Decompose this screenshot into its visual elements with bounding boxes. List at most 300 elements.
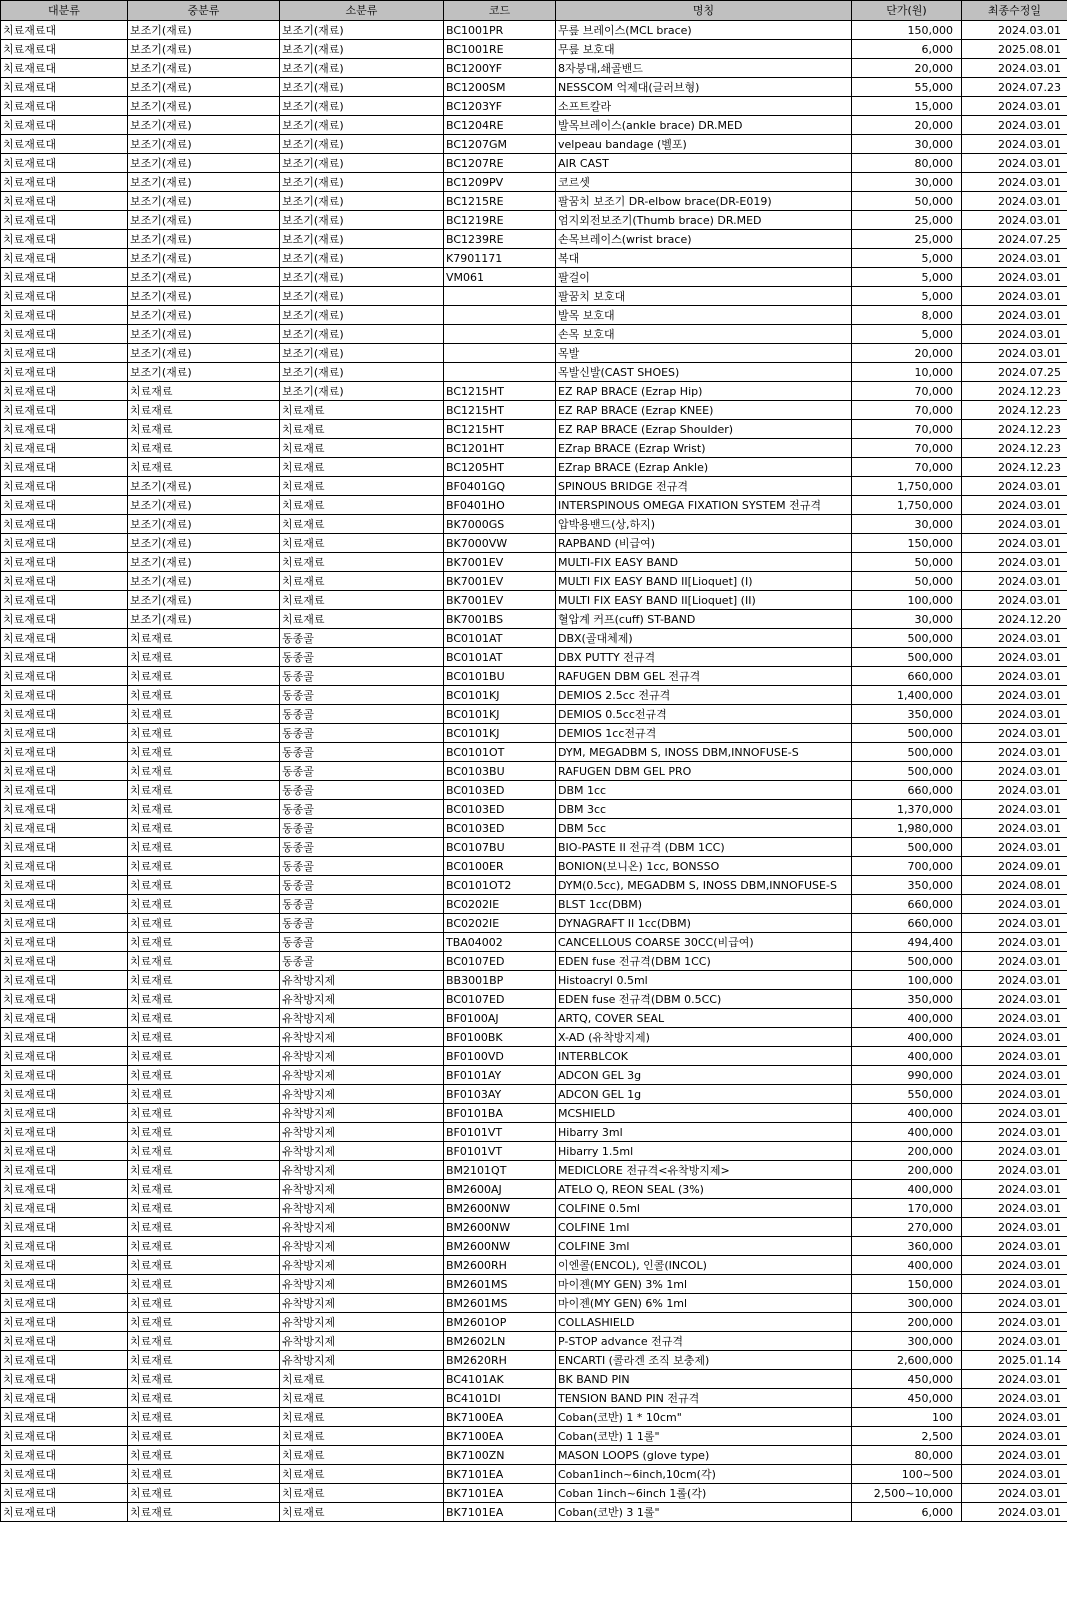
cell-code: BK7001EV: [444, 553, 556, 572]
cell-last-modified: 2024.03.01: [962, 59, 1067, 78]
cell-name: EZ RAP BRACE (Ezrap KNEE): [556, 401, 852, 420]
cell-last-modified: 2024.03.01: [962, 819, 1067, 838]
cell-minor-category: 유착방지제: [280, 1161, 444, 1180]
cell-code: BK7100EA: [444, 1408, 556, 1427]
cell-last-modified: 2024.07.25: [962, 230, 1067, 249]
table-row: [1, 895, 1067, 914]
table-row: [1, 1161, 1067, 1180]
cell-last-modified: 2024.03.01: [962, 781, 1067, 800]
cell-middle-category: 치료재료: [128, 1351, 280, 1370]
cell-middle-category: 치료재료: [128, 1047, 280, 1066]
header-name: 명칭: [556, 1, 852, 21]
cell-name: EDEN fuse 전규격(DBM 1CC): [556, 952, 852, 971]
cell-major-category: 치료재료대: [1, 724, 128, 743]
cell-code: BC0107ED: [444, 990, 556, 1009]
cell-minor-category: 치료재료: [280, 1408, 444, 1427]
table-row: [1, 914, 1067, 933]
cell-last-modified: 2024.03.01: [962, 173, 1067, 192]
table-row: [1, 971, 1067, 990]
cell-middle-category: 치료재료: [128, 1313, 280, 1332]
cell-last-modified: 2024.03.01: [962, 1009, 1067, 1028]
cell-last-modified: 2024.03.01: [962, 192, 1067, 211]
cell-minor-category: 동종골: [280, 743, 444, 762]
cell-unit-price: 400,000: [852, 1009, 962, 1028]
cell-major-category: 치료재료대: [1, 1465, 128, 1484]
cell-name: 손목 보호대: [556, 325, 852, 344]
cell-minor-category: 동종골: [280, 838, 444, 857]
table-row: [1, 933, 1067, 952]
cell-last-modified: 2024.03.01: [962, 1142, 1067, 1161]
cell-last-modified: 2024.03.01: [962, 534, 1067, 553]
table-row: [1, 230, 1067, 249]
cell-name: EZ RAP BRACE (Ezrap Shoulder): [556, 420, 852, 439]
cell-major-category: 치료재료대: [1, 344, 128, 363]
cell-unit-price: 20,000: [852, 344, 962, 363]
cell-minor-category: 보조기(재료): [280, 306, 444, 325]
cell-major-category: 치료재료대: [1, 781, 128, 800]
cell-minor-category: 치료재료: [280, 496, 444, 515]
cell-unit-price: 700,000: [852, 857, 962, 876]
cell-major-category: 치료재료대: [1, 439, 128, 458]
cell-middle-category: 보조기(재료): [128, 97, 280, 116]
cell-code: BC0101AT: [444, 629, 556, 648]
cell-unit-price: 30,000: [852, 173, 962, 192]
table-row: [1, 667, 1067, 686]
cell-last-modified: 2024.03.01: [962, 1028, 1067, 1047]
cell-code: BF0101VT: [444, 1123, 556, 1142]
table-row: [1, 1085, 1067, 1104]
cell-code: BK7001EV: [444, 572, 556, 591]
table-row: [1, 572, 1067, 591]
cell-name: DEMIOS 1cc전규격: [556, 724, 852, 743]
cell-middle-category: 치료재료: [128, 762, 280, 781]
cell-major-category: 치료재료대: [1, 135, 128, 154]
cell-minor-category: 유착방지제: [280, 971, 444, 990]
cell-name: Hibarry 3ml: [556, 1123, 852, 1142]
cell-minor-category: 유착방지제: [280, 1275, 444, 1294]
cell-name: BLST 1cc(DBM): [556, 895, 852, 914]
table-row: [1, 1294, 1067, 1313]
cell-unit-price: 100: [852, 1408, 962, 1427]
cell-name: ATELO Q, REON SEAL (3%): [556, 1180, 852, 1199]
cell-unit-price: 55,000: [852, 78, 962, 97]
cell-middle-category: 보조기(재료): [128, 268, 280, 287]
cell-code: VM061: [444, 268, 556, 287]
table-row: [1, 249, 1067, 268]
cell-code: BM2600RH: [444, 1256, 556, 1275]
cell-code: BM2101QT: [444, 1161, 556, 1180]
cell-major-category: 치료재료대: [1, 249, 128, 268]
table-row: [1, 439, 1067, 458]
cell-code: BM2602LN: [444, 1332, 556, 1351]
cell-major-category: 치료재료대: [1, 59, 128, 78]
table-row: [1, 78, 1067, 97]
cell-middle-category: 치료재료: [128, 1009, 280, 1028]
cell-name: DBM 3cc: [556, 800, 852, 819]
cell-unit-price: 1,400,000: [852, 686, 962, 705]
cell-unit-price: 2,600,000: [852, 1351, 962, 1370]
cell-code: BF0101AY: [444, 1066, 556, 1085]
cell-major-category: 치료재료대: [1, 325, 128, 344]
header-major-category: 대분류: [1, 1, 128, 21]
cell-middle-category: 치료재료: [128, 1408, 280, 1427]
cell-last-modified: 2024.03.01: [962, 743, 1067, 762]
cell-middle-category: 치료재료: [128, 1237, 280, 1256]
cell-major-category: 치료재료대: [1, 268, 128, 287]
cell-unit-price: 400,000: [852, 1104, 962, 1123]
cell-major-category: 치료재료대: [1, 420, 128, 439]
cell-minor-category: 동종골: [280, 648, 444, 667]
cell-last-modified: 2024.03.01: [962, 135, 1067, 154]
cell-major-category: 치료재료대: [1, 1332, 128, 1351]
cell-name: 손목브레이스(wrist brace): [556, 230, 852, 249]
table-row: [1, 477, 1067, 496]
cell-middle-category: 치료재료: [128, 1066, 280, 1085]
cell-unit-price: 200,000: [852, 1142, 962, 1161]
cell-major-category: 치료재료대: [1, 1427, 128, 1446]
cell-major-category: 치료재료대: [1, 1104, 128, 1123]
cell-middle-category: 보조기(재료): [128, 591, 280, 610]
cell-major-category: 치료재료대: [1, 1256, 128, 1275]
cell-last-modified: 2024.12.20: [962, 610, 1067, 629]
cell-minor-category: 유착방지제: [280, 1123, 444, 1142]
cell-minor-category: 치료재료: [280, 610, 444, 629]
cell-unit-price: 30,000: [852, 610, 962, 629]
cell-minor-category: 유착방지제: [280, 1313, 444, 1332]
table-row: [1, 1180, 1067, 1199]
cell-major-category: 치료재료대: [1, 743, 128, 762]
cell-code: BK7001EV: [444, 591, 556, 610]
table-row: [1, 1218, 1067, 1237]
cell-code: [444, 287, 556, 306]
cell-minor-category: 보조기(재료): [280, 211, 444, 230]
cell-minor-category: 유착방지제: [280, 1218, 444, 1237]
cell-last-modified: 2024.03.01: [962, 1085, 1067, 1104]
cell-name: 마이젠(MY GEN) 6% 1ml: [556, 1294, 852, 1313]
cell-name: DYNAGRAFT II 1cc(DBM): [556, 914, 852, 933]
cell-name: NESSCOM 억제대(글러브형): [556, 78, 852, 97]
table-row: [1, 1123, 1067, 1142]
cell-middle-category: 치료재료: [128, 838, 280, 857]
cell-major-category: 치료재료대: [1, 382, 128, 401]
cell-code: BC0101KJ: [444, 705, 556, 724]
cell-major-category: 치료재료대: [1, 705, 128, 724]
cell-unit-price: 400,000: [852, 1123, 962, 1142]
cell-minor-category: 치료재료: [280, 553, 444, 572]
cell-unit-price: 500,000: [852, 952, 962, 971]
cell-minor-category: 치료재료: [280, 1503, 444, 1522]
cell-minor-category: 보조기(재료): [280, 40, 444, 59]
cell-name: 소프트칼라: [556, 97, 852, 116]
cell-middle-category: 치료재료: [128, 857, 280, 876]
table-row: [1, 838, 1067, 857]
table-row: [1, 1332, 1067, 1351]
cell-middle-category: 치료재료: [128, 1446, 280, 1465]
table-row: [1, 591, 1067, 610]
cell-name: 팔걸이: [556, 268, 852, 287]
table-row: [1, 952, 1067, 971]
cell-name: RAFUGEN DBM GEL 전규격: [556, 667, 852, 686]
cell-name: ARTQ, COVER SEAL: [556, 1009, 852, 1028]
table-row: [1, 819, 1067, 838]
cell-minor-category: 보조기(재료): [280, 78, 444, 97]
cell-last-modified: 2024.03.01: [962, 97, 1067, 116]
cell-code: BF0401HO: [444, 496, 556, 515]
cell-major-category: 치료재료대: [1, 572, 128, 591]
cell-major-category: 치료재료대: [1, 895, 128, 914]
cell-name: RAPBAND (비급여): [556, 534, 852, 553]
cell-middle-category: 보조기(재료): [128, 534, 280, 553]
cell-last-modified: 2024.03.01: [962, 1465, 1067, 1484]
cell-unit-price: 15,000: [852, 97, 962, 116]
table-row: [1, 534, 1067, 553]
cell-major-category: 치료재료대: [1, 21, 128, 40]
cell-minor-category: 보조기(재료): [280, 230, 444, 249]
cell-middle-category: 보조기(재료): [128, 59, 280, 78]
cell-major-category: 치료재료대: [1, 686, 128, 705]
cell-unit-price: 70,000: [852, 439, 962, 458]
cell-unit-price: 6,000: [852, 1503, 962, 1522]
table-row: [1, 629, 1067, 648]
table-row: [1, 135, 1067, 154]
cell-name: ENCARTI (콜라겐 조직 보충제): [556, 1351, 852, 1370]
cell-minor-category: 보조기(재료): [280, 325, 444, 344]
cell-name: 혈압계 커프(cuff) ST-BAND: [556, 610, 852, 629]
cell-major-category: 치료재료대: [1, 192, 128, 211]
table-row: [1, 1047, 1067, 1066]
cell-name: Coban(코반) 1 1롤": [556, 1427, 852, 1446]
cell-minor-category: 치료재료: [280, 420, 444, 439]
cell-code: BF0100BK: [444, 1028, 556, 1047]
header-code: 코드: [444, 1, 556, 21]
cell-middle-category: 치료재료: [128, 781, 280, 800]
cell-minor-category: 동종골: [280, 781, 444, 800]
cell-name: 팔꿈치 보호대: [556, 287, 852, 306]
cell-code: BC1204RE: [444, 116, 556, 135]
cell-middle-category: 보조기(재료): [128, 21, 280, 40]
cell-middle-category: 치료재료: [128, 686, 280, 705]
cell-name: 목발신발(CAST SHOES): [556, 363, 852, 382]
cell-code: BC1239RE: [444, 230, 556, 249]
cell-code: BC4101DI: [444, 1389, 556, 1408]
cell-unit-price: 550,000: [852, 1085, 962, 1104]
cell-unit-price: 150,000: [852, 21, 962, 40]
cell-unit-price: 300,000: [852, 1332, 962, 1351]
cell-last-modified: 2024.03.01: [962, 952, 1067, 971]
cell-last-modified: 2024.03.01: [962, 572, 1067, 591]
cell-code: BC4101AK: [444, 1370, 556, 1389]
cell-middle-category: 치료재료: [128, 1275, 280, 1294]
cell-unit-price: 170,000: [852, 1199, 962, 1218]
cell-major-category: 치료재료대: [1, 819, 128, 838]
cell-minor-category: 치료재료: [280, 591, 444, 610]
cell-last-modified: 2024.03.01: [962, 1503, 1067, 1522]
cell-last-modified: 2024.12.23: [962, 420, 1067, 439]
cell-major-category: 치료재료대: [1, 1408, 128, 1427]
cell-minor-category: 보조기(재료): [280, 97, 444, 116]
cell-code: BK7000GS: [444, 515, 556, 534]
cell-major-category: 치료재료대: [1, 1389, 128, 1408]
table-row: [1, 724, 1067, 743]
cell-major-category: 치료재료대: [1, 933, 128, 952]
cell-middle-category: 보조기(재료): [128, 135, 280, 154]
cell-code: BC0103BU: [444, 762, 556, 781]
cell-last-modified: 2025.08.01: [962, 40, 1067, 59]
cell-middle-category: 치료재료: [128, 1503, 280, 1522]
cell-major-category: 치료재료대: [1, 1085, 128, 1104]
cell-major-category: 치료재료대: [1, 591, 128, 610]
table-row: [1, 268, 1067, 287]
cell-major-category: 치료재료대: [1, 211, 128, 230]
cell-middle-category: 보조기(재료): [128, 363, 280, 382]
cell-middle-category: 보조기(재료): [128, 344, 280, 363]
cell-middle-category: 보조기(재료): [128, 211, 280, 230]
cell-minor-category: 유착방지제: [280, 1028, 444, 1047]
table-row: [1, 1199, 1067, 1218]
cell-major-category: 치료재료대: [1, 648, 128, 667]
table-row: [1, 1389, 1067, 1408]
cell-last-modified: 2024.03.01: [962, 1218, 1067, 1237]
cell-code: BK7100ZN: [444, 1446, 556, 1465]
cell-unit-price: 5,000: [852, 249, 962, 268]
cell-last-modified: 2024.08.01: [962, 876, 1067, 895]
cell-last-modified: 2024.03.01: [962, 762, 1067, 781]
cell-middle-category: 치료재료: [128, 952, 280, 971]
cell-middle-category: 보조기(재료): [128, 477, 280, 496]
cell-code: BC1203YF: [444, 97, 556, 116]
cell-unit-price: 150,000: [852, 534, 962, 553]
cell-unit-price: 6,000: [852, 40, 962, 59]
cell-major-category: 치료재료대: [1, 363, 128, 382]
table-row: [1, 1446, 1067, 1465]
cell-name: DYM(0.5cc), MEGADBM S, INOSS DBM,INNOFUSE-S: [556, 876, 852, 895]
cell-code: BK7001BS: [444, 610, 556, 629]
cell-unit-price: 30,000: [852, 135, 962, 154]
cell-name: 압박용밴드(상,하지): [556, 515, 852, 534]
cell-last-modified: 2024.03.01: [962, 1370, 1067, 1389]
cell-unit-price: 2,500~10,000: [852, 1484, 962, 1503]
cell-minor-category: 치료재료: [280, 515, 444, 534]
table-row: [1, 1237, 1067, 1256]
cell-last-modified: 2024.03.01: [962, 1199, 1067, 1218]
cell-middle-category: 보조기(재료): [128, 173, 280, 192]
cell-major-category: 치료재료대: [1, 1180, 128, 1199]
cell-middle-category: 보조기(재료): [128, 306, 280, 325]
cell-last-modified: 2024.03.01: [962, 477, 1067, 496]
cell-code: BK7100EA: [444, 1427, 556, 1446]
cell-name: Histoacryl 0.5ml: [556, 971, 852, 990]
cell-last-modified: 2024.03.01: [962, 553, 1067, 572]
cell-middle-category: 보조기(재료): [128, 325, 280, 344]
cell-last-modified: 2024.03.01: [962, 344, 1067, 363]
cell-code: BC1219RE: [444, 211, 556, 230]
cell-unit-price: 2,500: [852, 1427, 962, 1446]
cell-code: TBA04002: [444, 933, 556, 952]
cell-last-modified: 2024.03.01: [962, 1275, 1067, 1294]
cell-major-category: 치료재료대: [1, 78, 128, 97]
table-row: [1, 515, 1067, 534]
table-row: [1, 1427, 1067, 1446]
cell-last-modified: 2024.12.23: [962, 439, 1067, 458]
header-minor-category: 소분류: [280, 1, 444, 21]
cell-name: Coban 1inch~6inch 1롤(각): [556, 1484, 852, 1503]
cell-last-modified: 2024.03.01: [962, 971, 1067, 990]
cell-major-category: 치료재료대: [1, 287, 128, 306]
cell-name: DBX PUTTY 전규격: [556, 648, 852, 667]
cell-code: BC1200YF: [444, 59, 556, 78]
cell-middle-category: 치료재료: [128, 401, 280, 420]
cell-middle-category: 치료재료: [128, 1199, 280, 1218]
cell-middle-category: 치료재료: [128, 1465, 280, 1484]
cell-middle-category: 치료재료: [128, 420, 280, 439]
cell-name: MEDICLORE 전규격<유착방지제>: [556, 1161, 852, 1180]
cell-last-modified: 2024.03.01: [962, 648, 1067, 667]
cell-unit-price: 1,750,000: [852, 477, 962, 496]
cell-middle-category: 치료재료: [128, 1256, 280, 1275]
table-row: [1, 401, 1067, 420]
cell-unit-price: 270,000: [852, 1218, 962, 1237]
cell-code: BB3001BP: [444, 971, 556, 990]
cell-middle-category: 치료재료: [128, 933, 280, 952]
cell-unit-price: 660,000: [852, 914, 962, 933]
cell-middle-category: 치료재료: [128, 724, 280, 743]
cell-last-modified: 2024.03.01: [962, 1484, 1067, 1503]
cell-code: BF0100AJ: [444, 1009, 556, 1028]
cell-code: BC1207GM: [444, 135, 556, 154]
cell-major-category: 치료재료대: [1, 990, 128, 1009]
table-row: [1, 496, 1067, 515]
cell-middle-category: 치료재료: [128, 1389, 280, 1408]
cell-last-modified: 2024.03.01: [962, 1294, 1067, 1313]
cell-major-category: 치료재료대: [1, 914, 128, 933]
cell-middle-category: 보조기(재료): [128, 287, 280, 306]
cell-middle-category: 보조기(재료): [128, 78, 280, 97]
cell-name: 엄지외전보조기(Thumb brace) DR.MED: [556, 211, 852, 230]
cell-middle-category: 치료재료: [128, 667, 280, 686]
header-middle-category: 중분류: [128, 1, 280, 21]
cell-major-category: 치료재료대: [1, 1294, 128, 1313]
table-row: [1, 1275, 1067, 1294]
cell-unit-price: 5,000: [852, 287, 962, 306]
cell-unit-price: 100~500: [852, 1465, 962, 1484]
cell-name: SPINOUS BRIDGE 전규격: [556, 477, 852, 496]
cell-last-modified: 2024.03.01: [962, 895, 1067, 914]
cell-unit-price: 450,000: [852, 1389, 962, 1408]
cell-last-modified: 2024.03.01: [962, 1408, 1067, 1427]
cell-major-category: 치료재료대: [1, 458, 128, 477]
cell-minor-category: 유착방지제: [280, 1142, 444, 1161]
cell-unit-price: 990,000: [852, 1066, 962, 1085]
cell-code: BC0202IE: [444, 895, 556, 914]
cell-unit-price: 500,000: [852, 743, 962, 762]
header-unit-price: 단가(원): [852, 1, 962, 21]
cell-major-category: 치료재료대: [1, 553, 128, 572]
cell-code: [444, 325, 556, 344]
cell-code: BM2601MS: [444, 1275, 556, 1294]
cell-middle-category: 치료재료: [128, 1294, 280, 1313]
table-row: [1, 192, 1067, 211]
cell-name: BIO-PASTE II 전규격 (DBM 1CC): [556, 838, 852, 857]
cell-last-modified: 2024.03.01: [962, 591, 1067, 610]
cell-major-category: 치료재료대: [1, 952, 128, 971]
table-row: [1, 800, 1067, 819]
cell-middle-category: 치료재료: [128, 1484, 280, 1503]
table-row: [1, 1408, 1067, 1427]
cell-unit-price: 660,000: [852, 781, 962, 800]
cell-minor-category: 치료재료: [280, 1484, 444, 1503]
cell-name: 복대: [556, 249, 852, 268]
cell-minor-category: 유착방지제: [280, 1180, 444, 1199]
